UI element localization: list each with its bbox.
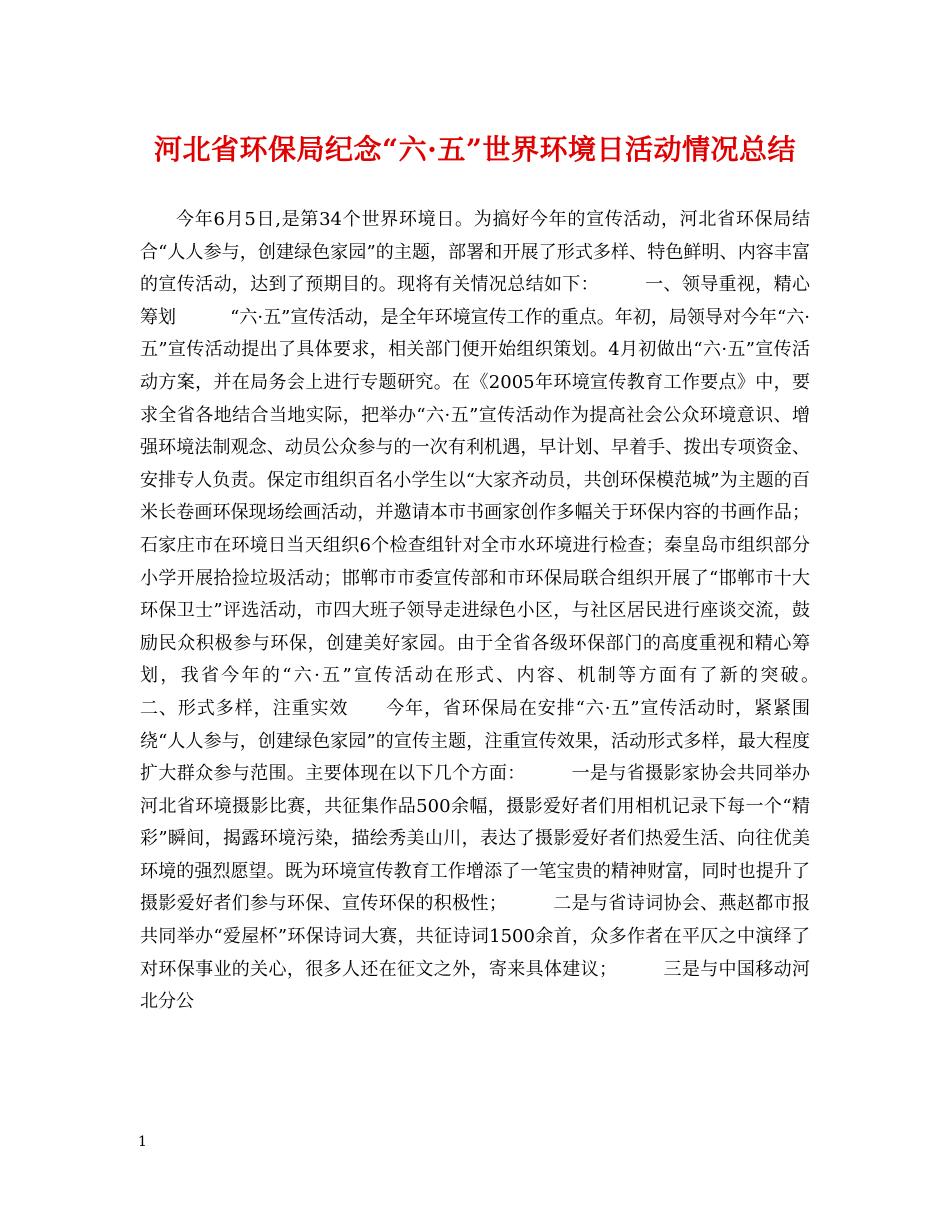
document-body: 今年6月5日,是第34个世界环境日。为搞好今年的宣传活动，河北省环保局结合“人人参与，创建绿色家园”的主题，部署和开展了形式多样、特色鲜明、内容丰富的宣传活动，达到了预期目的。现将有关情况总结如下： 一、领导重视，精心筹划 “六·五”宣传活动，是全年环境宣传工作的重点。年初，局领导对今年“六·五”宣传活动提出了具体要求，相关部门便开始组织策划。4月初做出“六·五”宣传活动方案，并在局务会上进行专题研究。在《2005年环境宣传教育工作要点》中，要求全省各地结合当地实际，把举办“六·五”宣传活动作为提高社会公众环境意识、增强环境法制观念、动员公众参与的一次有利机遇，早计划、早着手、拨出专项资金、安排专人负责。保定市组织百名小学生以“大家齐动员，共创环保模范城”为主题的百米长卷画环保现场绘画活动，并邀请本市书画家创作多幅关于环保内容的书画作品；石家庄市在环境日当天组织6个检查组针对全市水环境进行检查；秦皇岛市组织部分小学开展拾捡垃圾活动；邯郸市市委宣传部和市环保局联合组织开展了“邯郸市十大环保卫士”评选活动，市四大班子领导走进绿色小区，与社区居民进行座谈交流，鼓励民众积极参与环保，创建美好家园。由于全省各级环保部门的高度重视和精心筹划，我省今年的“六·五”宣传活动在形式、内容、机制等方面有了新的突破。 二、形式多样，注重实效 今年，省环保局在安排“六·五”宣传活动时，紧紧围绕“人人参与，创建绿色家园”的宣传主题，注重宣传效果，活动形式多样，最大程度扩大群众参与范围。主要体现在以下几个方面： 一是与省摄影家协会共同举办河北省环境摄影比赛，共征集作品500余幅，摄影爱好者们用相机记录下每一个“精彩”瞬间，揭露环境污染，描绘秀美山川，表达了摄影爱好者们热爱生活、向往优美环境的强烈愿望。既为环境宣传教育工作增添了一笔宝贵的精神财富，同时也提升了摄影爱好者们参与环保、宣传环保的积极性； 二是与省诗词协会、燕赵都市报共同举办“爱屋杯”环保诗词大赛，共征诗词1500余首，众多作者在平仄之中演绎了对环保事业的关心，很多人还在征文之外，寄来具体建议； 三是与中国移动河北分公 [140, 209, 864, 1013]
document-title: 河北省环保局纪念“六·五”世界环境日活动情况总结 [154, 133, 796, 166]
page-number: 1 [138, 1134, 147, 1150]
